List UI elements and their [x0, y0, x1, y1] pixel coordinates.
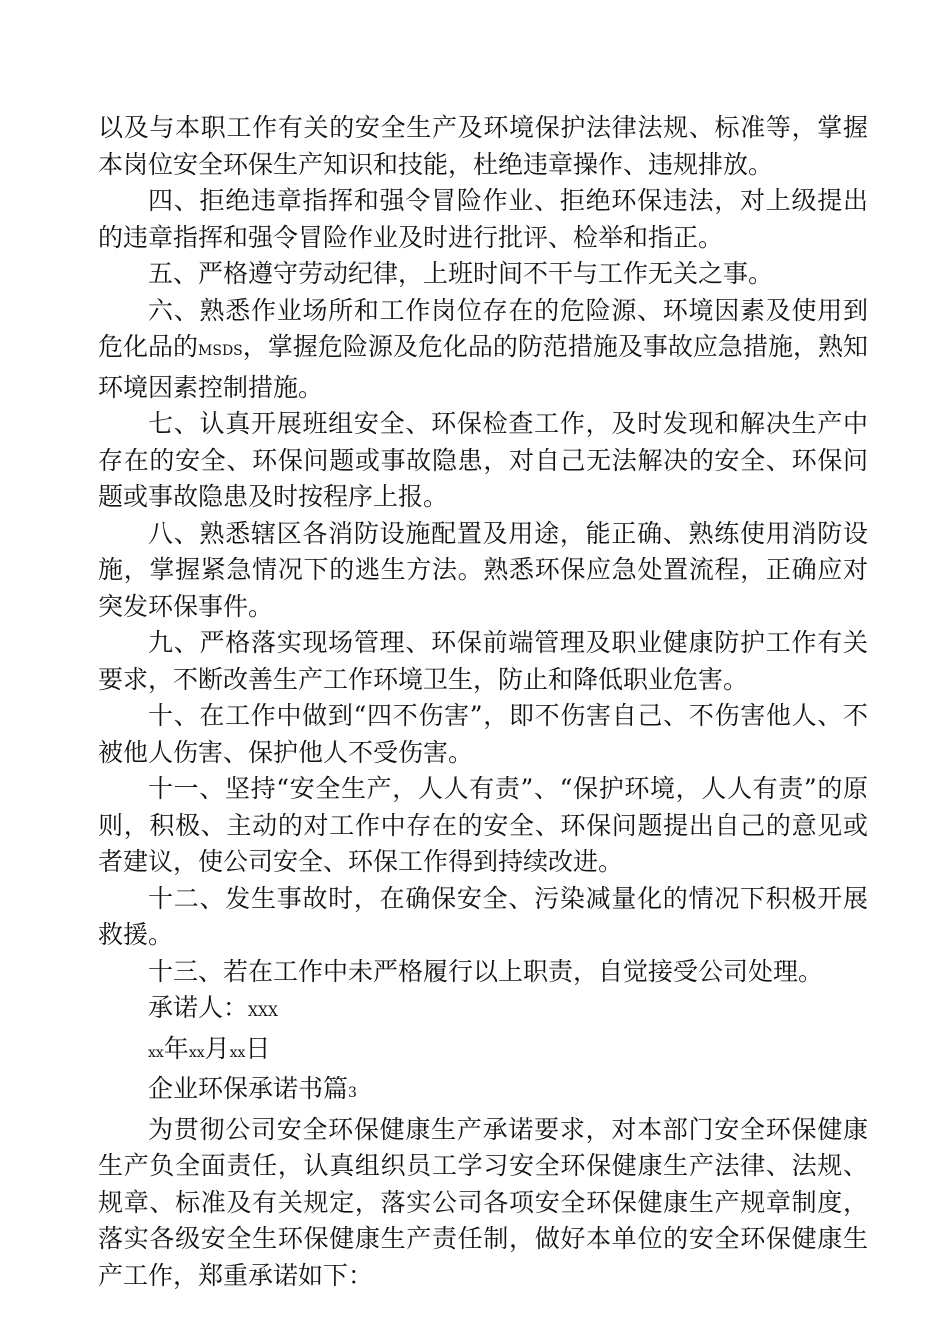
signature-name: XXX	[248, 1004, 278, 1020]
signature-label: 承诺人：	[148, 993, 249, 1022]
msds-abbrev: MSDS	[198, 343, 243, 359]
date-month-char: 月	[204, 1033, 230, 1063]
document-body	[98, 110, 868, 1294]
date-day-char: 日	[245, 1033, 271, 1063]
date-day-value: xx	[229, 1044, 246, 1061]
paragraph-item-11: 十一、坚持“安全生产，人人有责”、“保护环境，人人有责”的原则，积极、主动的对工作中存在的安全、环保问题提出自己的意见或者建议，使公司安全、环保工作得到持续改进。	[98, 774, 868, 876]
paragraph-item-7: 七、认真开展班组安全、环保检查工作，及时发现和解决生产中存在的安全、环保问题或事故隐患，对自己无法解决的安全、环保问题或事故隐患及时按程序上报。	[98, 409, 868, 511]
date-month-value: xx	[188, 1044, 205, 1061]
paragraph-item-5: 五、严格遵守劳动纪律，上班时间不干与工作无关之事。	[148, 259, 774, 288]
paragraph-item-6: 六、熟悉作业场所和工作岗位存在的危险源、环境因素及使用到危化品的MSDS，掌握危险源及危化品的防范措施及事故应急措施，熟知环境因素控制措施。	[98, 295, 868, 402]
paragraph-item-10: 十、在工作中做到“四不伤害”，即不伤害自己、不伤害他人、不被他人伤害、保护他人不受伤害。	[98, 701, 868, 767]
paragraph-item-13: 十三、若在工作中未严格履行以上职责，自觉接受公司处理。	[148, 956, 824, 986]
section-heading	[98, 1071, 868, 1112]
date-year-value: xx	[148, 1044, 164, 1061]
paragraph-item-9: 九、严格落实现场管理、环保前端管理及职业健康防护工作有关要求，不断改善生产工作环境卫生，防止和降低职业危害。	[98, 628, 868, 694]
paragraph-item-12: 十二、发生事故时，在确保安全、污染减量化的情况下积极开展救援。	[98, 883, 868, 949]
signature-line	[98, 990, 868, 1031]
closing-paragraph: 为贯彻公司安全环保健康生产承诺要求，对本部门安全环保健康生产负全面责任，认真组织员工学习安全环保健康生产法律、法规、规章、标准及有关规定，落实公司各项安全环保健康生产规章制度，落实各级安全生环保健康生产责任制，做好本单位的安全环保健康生产工作，郑重承诺如下：	[98, 1114, 868, 1290]
section-heading-text: 企业环保承诺书篇	[148, 1074, 349, 1103]
date-year-char: 年	[163, 1033, 189, 1063]
paragraph-continuation: 以及与本职工作有关的安全生产及环境保护法律法规、标准等，掌握本岗位安全环保生产知识和技能，杜绝违章操作、违规排放。	[98, 113, 868, 179]
date-line	[98, 1031, 868, 1072]
paragraph-item-4: 四、拒绝违章指挥和强令冒险作业、拒绝环保违法，对上级提出的违章指挥和强令冒险作业及时进行批评、检举和指正。	[98, 186, 868, 252]
paragraph-item-8: 八、熟悉辖区各消防设施配置及用途，能正确、熟练使用消防设施，掌握紧急情况下的逃生方法。熟悉环保应急处置流程，正确应对突发环保事件。	[98, 518, 868, 621]
section-heading-number: 3	[348, 1085, 357, 1101]
